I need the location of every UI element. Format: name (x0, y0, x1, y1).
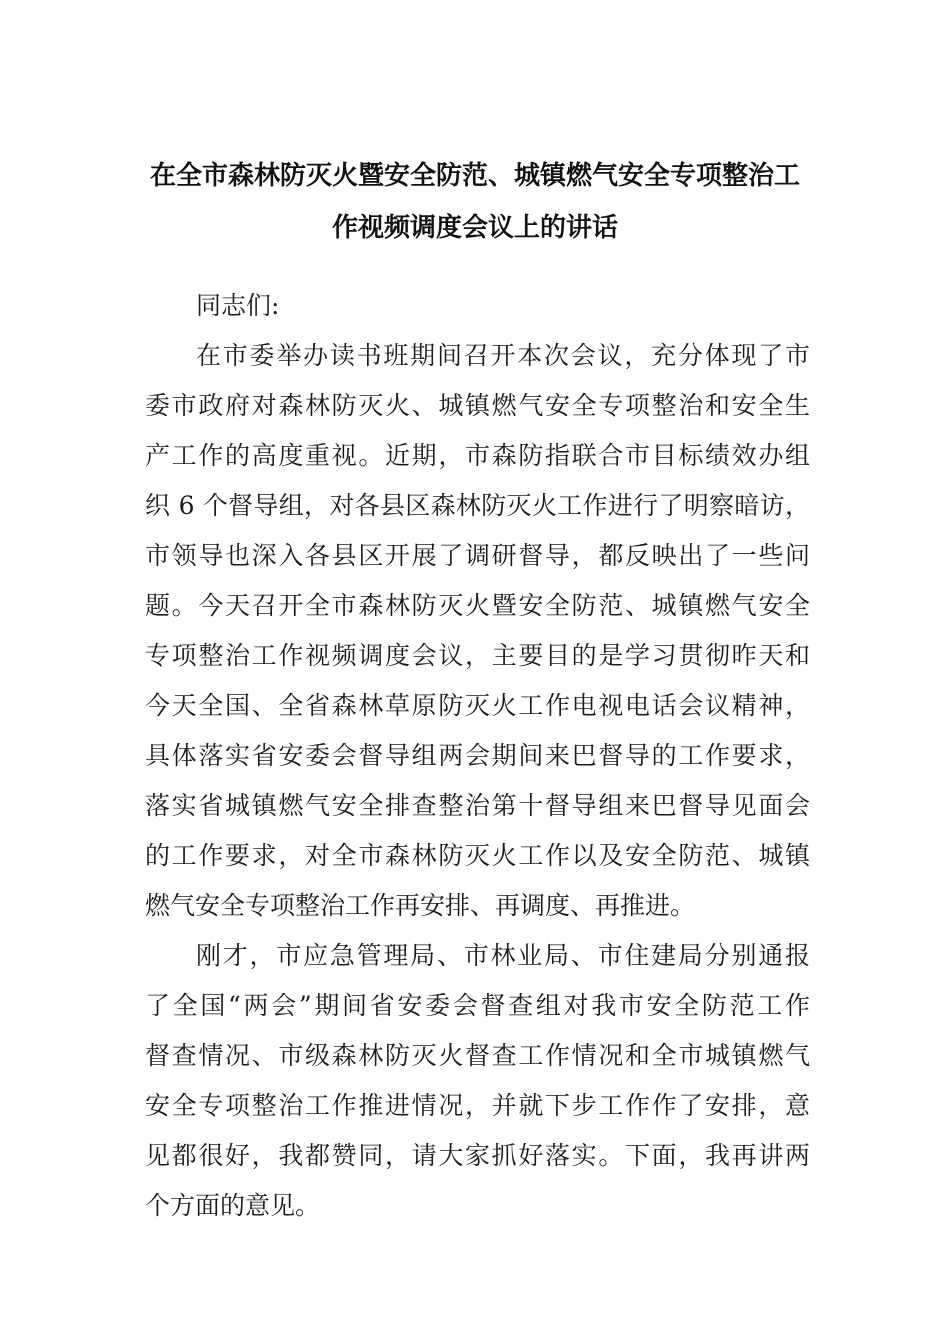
paragraph-1-line: 市领导也深入各县区开展了调研督导，都反映出了一些问 (145, 541, 810, 570)
paragraph-1-line: 专项整治工作视频调度会议，主要目的是学习贯彻昨天和 (145, 641, 810, 670)
paragraph-2-line: 了全国“两会”期间省安委会督查组对我市安全防范工作 (145, 991, 810, 1020)
paragraph-2-line: 见都很好，我都赞同，请大家抓好落实。下面，我再讲两 (145, 1141, 810, 1170)
paragraph-1-line: 织 6 个督导组，对各县区森林防灭火工作进行了明察暗访， (145, 491, 810, 520)
paragraph-1-line: 具体落实省安委会督导组两会期间来巴督导的工作要求， (145, 741, 810, 770)
paragraph-1-line: 燃气安全专项整治工作再安排、再调度、再推进。 (145, 891, 696, 920)
paragraph-1-line: 产工作的高度重视。近期，市森防指联合市目标绩效办组 (145, 441, 810, 470)
paragraph-1-line: 的工作要求，对全市森林防灭火工作以及安全防范、城镇 (145, 841, 810, 870)
paragraph-2-line: 安全专项整治工作推进情况，并就下步工作作了安排，意 (145, 1091, 810, 1120)
paragraph-1-line: 题。今天召开全市森林防灭火暨安全防范、城镇燃气安全 (145, 591, 810, 620)
paragraph-1-line: 委市政府对森林防灭火、城镇燃气安全专项整治和安全生 (145, 391, 810, 420)
document-title-line-2: 作视频调度会议上的讲话 (331, 213, 618, 243)
paragraph-2-line: 个方面的意见。 (145, 1191, 321, 1220)
paragraph-1-line: 落实省城镇燃气安全排查整治第十督导组来巴督导见面会 (145, 791, 810, 820)
paragraph-1-line: 今天全国、全省森林草原防灭火工作电视电话会议精神， (145, 691, 810, 720)
paragraph-1-line: 在市委举办读书班期间召开本次会议，充分体现了市 (196, 341, 810, 370)
salutation: 同志们: (196, 291, 280, 320)
document-title-line-1: 在全市森林防灭火暨安全防范、城镇燃气安全专项整治工 (149, 161, 800, 191)
paragraph-2-line: 刚才，市应急管理局、市林业局、市住建局分别通报 (196, 941, 810, 970)
paragraph-2-line: 督查情况、市级森林防灭火督查工作情况和全市城镇燃气 (145, 1041, 810, 1070)
